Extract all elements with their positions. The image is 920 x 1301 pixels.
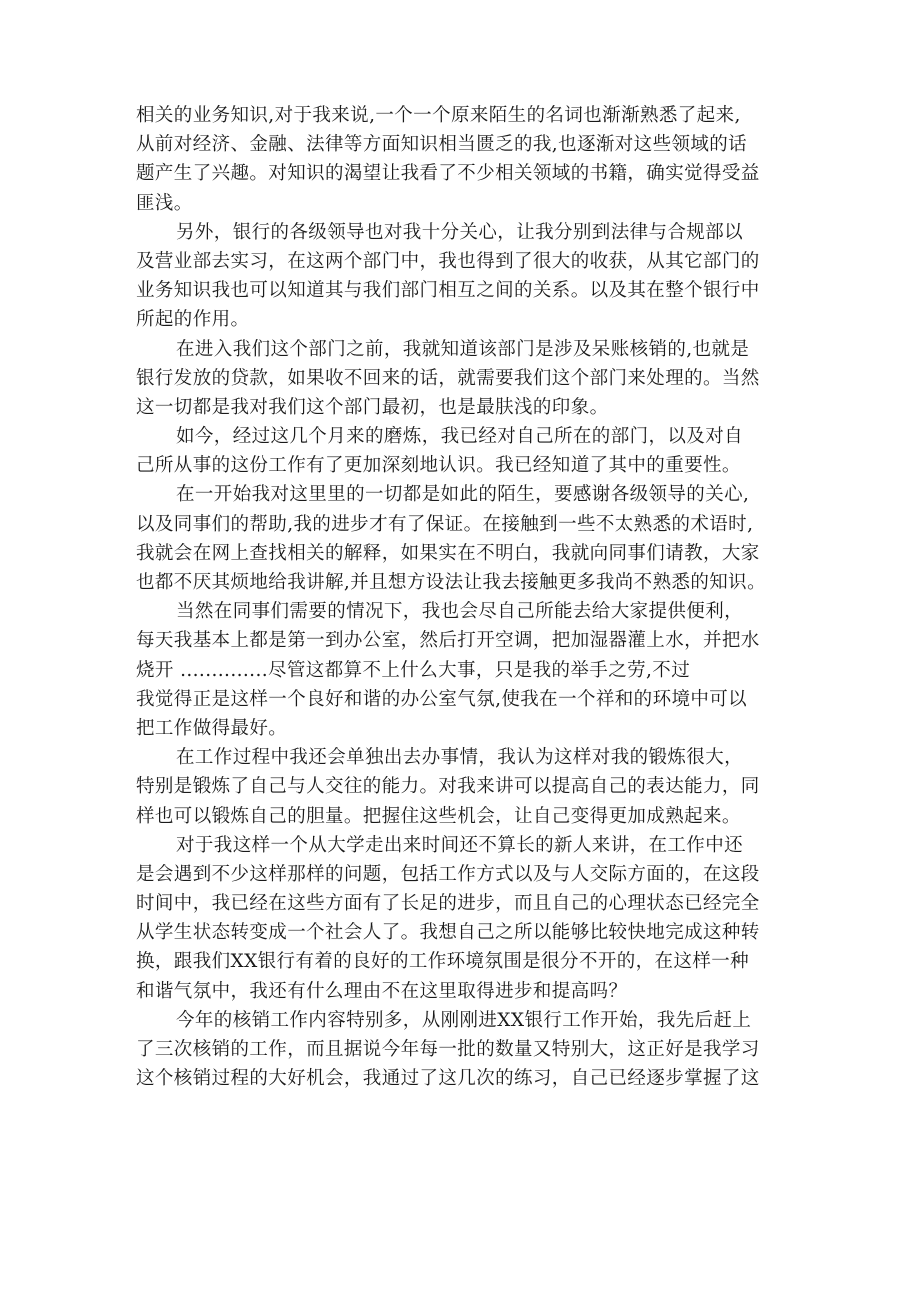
text-line: 另外，银行的各级领导也对我十分关心，让我分别到法律与合规部以 <box>176 221 744 243</box>
text-line: 及营业部去实习，在这两个部门中，我也得到了很大的收获，从其它部门的 <box>136 250 760 272</box>
text-line: 业务知识我也可以知道其与我们部门相互之间的关系。以及其在整个银行中 <box>136 280 760 302</box>
text-line: 相关的业务知识,对于我来说,一个一个原来陌生的名词也渐渐熟悉了起来, <box>136 105 741 126</box>
text-line: 在进入我们这个部门之前，我就知道该部门是涉及呆账核销的,也就是 <box>176 338 750 360</box>
paragraph <box>136 831 800 1006</box>
paragraph <box>136 480 800 597</box>
text-line: 每天我基本上都是第一到办公室，然后打开空调，把加湿器灌上水，并把水 <box>136 630 760 652</box>
text-line: 对于我这样一个从大学走出来时间还不算长的新人来讲，在工作中还 <box>176 834 744 856</box>
text-line: 是会遇到不少这样那样的问题，包括工作方式以及与人交际方面的，在这段 <box>136 863 760 885</box>
paragraph <box>136 743 800 831</box>
text-line: 如今，经过这几个月来的磨炼，我已经对自己所在的部门，以及对自 <box>176 426 744 448</box>
text-line: 在工作过程中我还会单独出去办事情，我认为这样对我的锻炼很大， <box>176 747 744 769</box>
text-line: 所起的作用。 <box>136 309 250 331</box>
text-line: 烧开 ..............尽管这都算不上什么大事，只是我的举手之劳,不过 <box>136 659 691 681</box>
text-line: 把工作做得最好。 <box>136 717 288 739</box>
text-line: 从学生状态转变成一个社会人了。我想自己之所以能够比较快地完成这种转 <box>136 922 760 944</box>
text-line: 我就会在网上查找相关的解释，如果实在不明白，我就向同事们请教，大家 <box>136 542 760 564</box>
text-line: 时间中，我已经在这些方面有了长足的进步，而且自己的心理状态已经完全 <box>136 893 760 915</box>
paragraph <box>136 101 800 218</box>
text-line: 银行发放的贷款，如果收不回来的话，就需要我们这个部门来处理的。当然 <box>136 367 760 389</box>
text-line: 今年的核销工作内容特别多，从刚刚进XX银行工作开始，我先后赶上 <box>176 1009 752 1031</box>
text-line: 特别是锻炼了自己与人交往的能力。对我来讲可以提高自己的表达能力，同 <box>136 776 760 798</box>
document-page <box>136 101 800 1093</box>
text-line: 题产生了兴趣。对知识的渴望让我看了不少相关领域的书籍，确实觉得受益 <box>136 163 760 185</box>
text-line: 了三次核销的工作，而且据说今年每一批的数量又特别大，这正好是我学习 <box>136 1039 760 1060</box>
text-line: 匪浅。 <box>136 192 193 214</box>
paragraph <box>136 335 800 423</box>
text-line: 换，跟我们XX银行有着的良好的工作环境氛围是很分不开的，在这样一种 <box>136 951 750 973</box>
text-line: 和谐气氛中，我还有什么理由不在这里取得进步和提高吗？ <box>136 980 628 1002</box>
text-line: 己所从事的这份工作有了更加深刻地认识。我已经知道了其中的重要性。 <box>136 455 741 477</box>
paragraph <box>136 422 800 480</box>
text-line: 当然在同事们需要的情况下，我也会尽自己所能去给大家提供便利， <box>176 601 744 623</box>
paragraph <box>136 218 800 335</box>
text-line: 这个核销过程的大好机会，我通过了这几次的练习，自己已经逐步掌握了这 <box>136 1068 760 1090</box>
text-line: 也都不厌其烦地给我讲解,并且想方设法让我去接触更多我尚不熟悉的知识。 <box>136 572 766 593</box>
text-line: 这一切都是我对我们这个部门最初，也是最肤浅的印象。 <box>136 396 609 418</box>
text-line: 我觉得正是这样一个良好和谐的办公室气氛,使我在一个祥和的环境中可以 <box>136 688 748 710</box>
paragraph <box>136 597 800 743</box>
text-line: 样也可以锻炼自己的胆量。把握住这些机会，让自己变得更加成熟起来。 <box>136 805 741 827</box>
paragraph <box>136 1006 800 1094</box>
text-line: 以及同事们的帮助,我的进步才有了保证。在接触到一些不太熟悉的术语时, <box>136 513 754 535</box>
text-line: 在一开始我对这里里的一切都是如此的陌生，要感谢各级领导的关心, <box>176 484 750 506</box>
text-line: 从前对经济、金融、法律等方面知识相当匮乏的我,也逐渐对这些领域的话 <box>136 134 748 156</box>
